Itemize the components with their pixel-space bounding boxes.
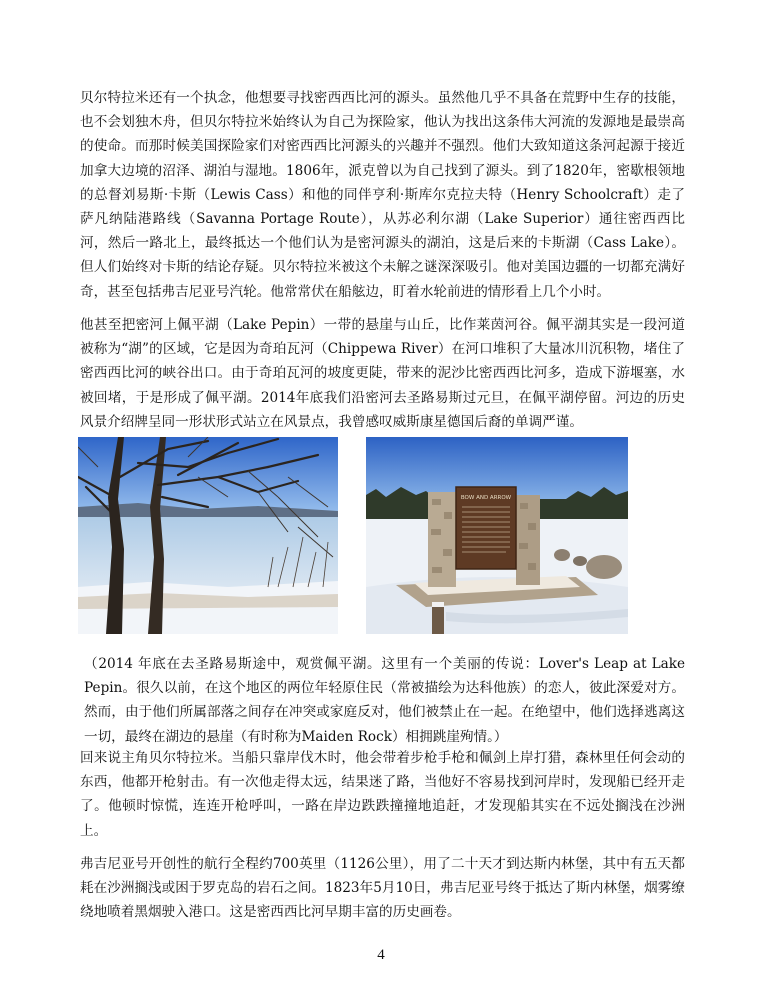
marker-sign-title: BOW AND ARROW	[460, 495, 512, 501]
photo-lake-pepin-winter	[78, 437, 338, 634]
paragraph-virginia-voyage: 弗吉尼亚号开创性的航行全程约700英里（1126公里），用了二十天才到达斯内林堡，其中有五天都耗在沙洲搁浅或困于罗克岛的岩石之间。1823年5月10日，弗吉尼亚号终于抵达了斯内林堡，烟雾缭绕地喷着黑烟驶入港口。这是密西西比河早期丰富的历史画卷。	[80, 856, 685, 921]
photo-historical-marker	[366, 437, 628, 634]
paragraph-beltrami-quest: 贝尔特拉米还有一个执念，他想要寻找密西西比河的源头。虽然他几乎不具备在荒野中生存的技能，也不会划独木舟，但贝尔特拉米始终认为自己为探险家，他认为找出这条伟大河流的发源地是最崇高的使命。而那时候美国探险家们对密西西比河源头的兴趣并不强烈。他们大致知道这条河起源于接近加拿大边境的沼泽、湖泊与湿地。1806年，派克曾以为自己找到了源头。到了1820年，密歇根领地的总督刘易斯·卡斯（Lewis Cass）和他的同伴亨利·斯库尔克拉夫特（Henry Schoolcraft）走了萨凡纳陆港路线（Savanna Portage Route），从苏必利尔湖（Lake Superior）通往密西西比河，然后一路北上，最终抵达一个他们认为是密河源头的湖泊，这是后来的卡斯湖（Cass Lake）。但人们始终对卡斯的结论存疑。贝尔特拉米被这个未解之谜深深吸引。他对美国边疆的一切都充满好奇，甚至包括弗吉尼亚号汽轮。他常常伏在船舷边，盯着水轮前进的情形看上几个小时。	[80, 90, 685, 300]
photo-caption: （2014 年底在去圣路易斯途中，观赏佩平湖。这里有一个美丽的传说：Lover's Leap at Lake Pepin。很久以前，在这个地区的两位年轻原住民（常被描绘为达科他族）的恋人，彼此深爱对方。然而，由于他们所属部落之间存在冲突或家庭反对，他们被禁止在一起。在绝望中，他们选择逃离这一切，最终在湖边的悬崖（有时称为Maiden Rock）相拥跳崖殉情。）	[84, 656, 685, 745]
paragraph-lake-pepin: 他甚至把密河上佩平湖（Lake Pepin）一带的悬崖与山丘，比作莱茵河谷。佩平湖其实是一段河道被称为“湖”的区域，它是因为奇珀瓦河（Chippewa River）在河口堆积了大量冰川沉积物，堵住了密西西比河的峡谷出口。由于奇珀瓦河的坡度更陡，带来的泥沙比密西西比河多，造成下游堰塞，水被回堵，于是形成了佩平湖。2014年底我们沿密河去圣路易斯过元旦，在佩平湖停留。河边的历史风景介绍牌呈同一形状形式站立在风景点，我曾感叹威斯康星德国后裔的单调严谨。	[80, 317, 685, 430]
paragraph-hunting-lost: 回来说主角贝尔特拉米。当船只靠岸伐木时，他会带着步枪手枪和佩剑上岸打猎，森林里任何会动的东西，他都开枪射击。有一次他走得太远，结果迷了路，当他好不容易找到河岸时，发现船已经开走了。他顿时惊慌，连连开枪呼叫，一路在岸边跌跌撞撞地追赶，才发现船其实在不远处搁浅在沙洲上。	[80, 750, 685, 839]
historical-marker-illustration	[366, 437, 628, 634]
lake-pepin-winter-illustration	[78, 437, 338, 634]
page-number: 4	[377, 947, 385, 963]
